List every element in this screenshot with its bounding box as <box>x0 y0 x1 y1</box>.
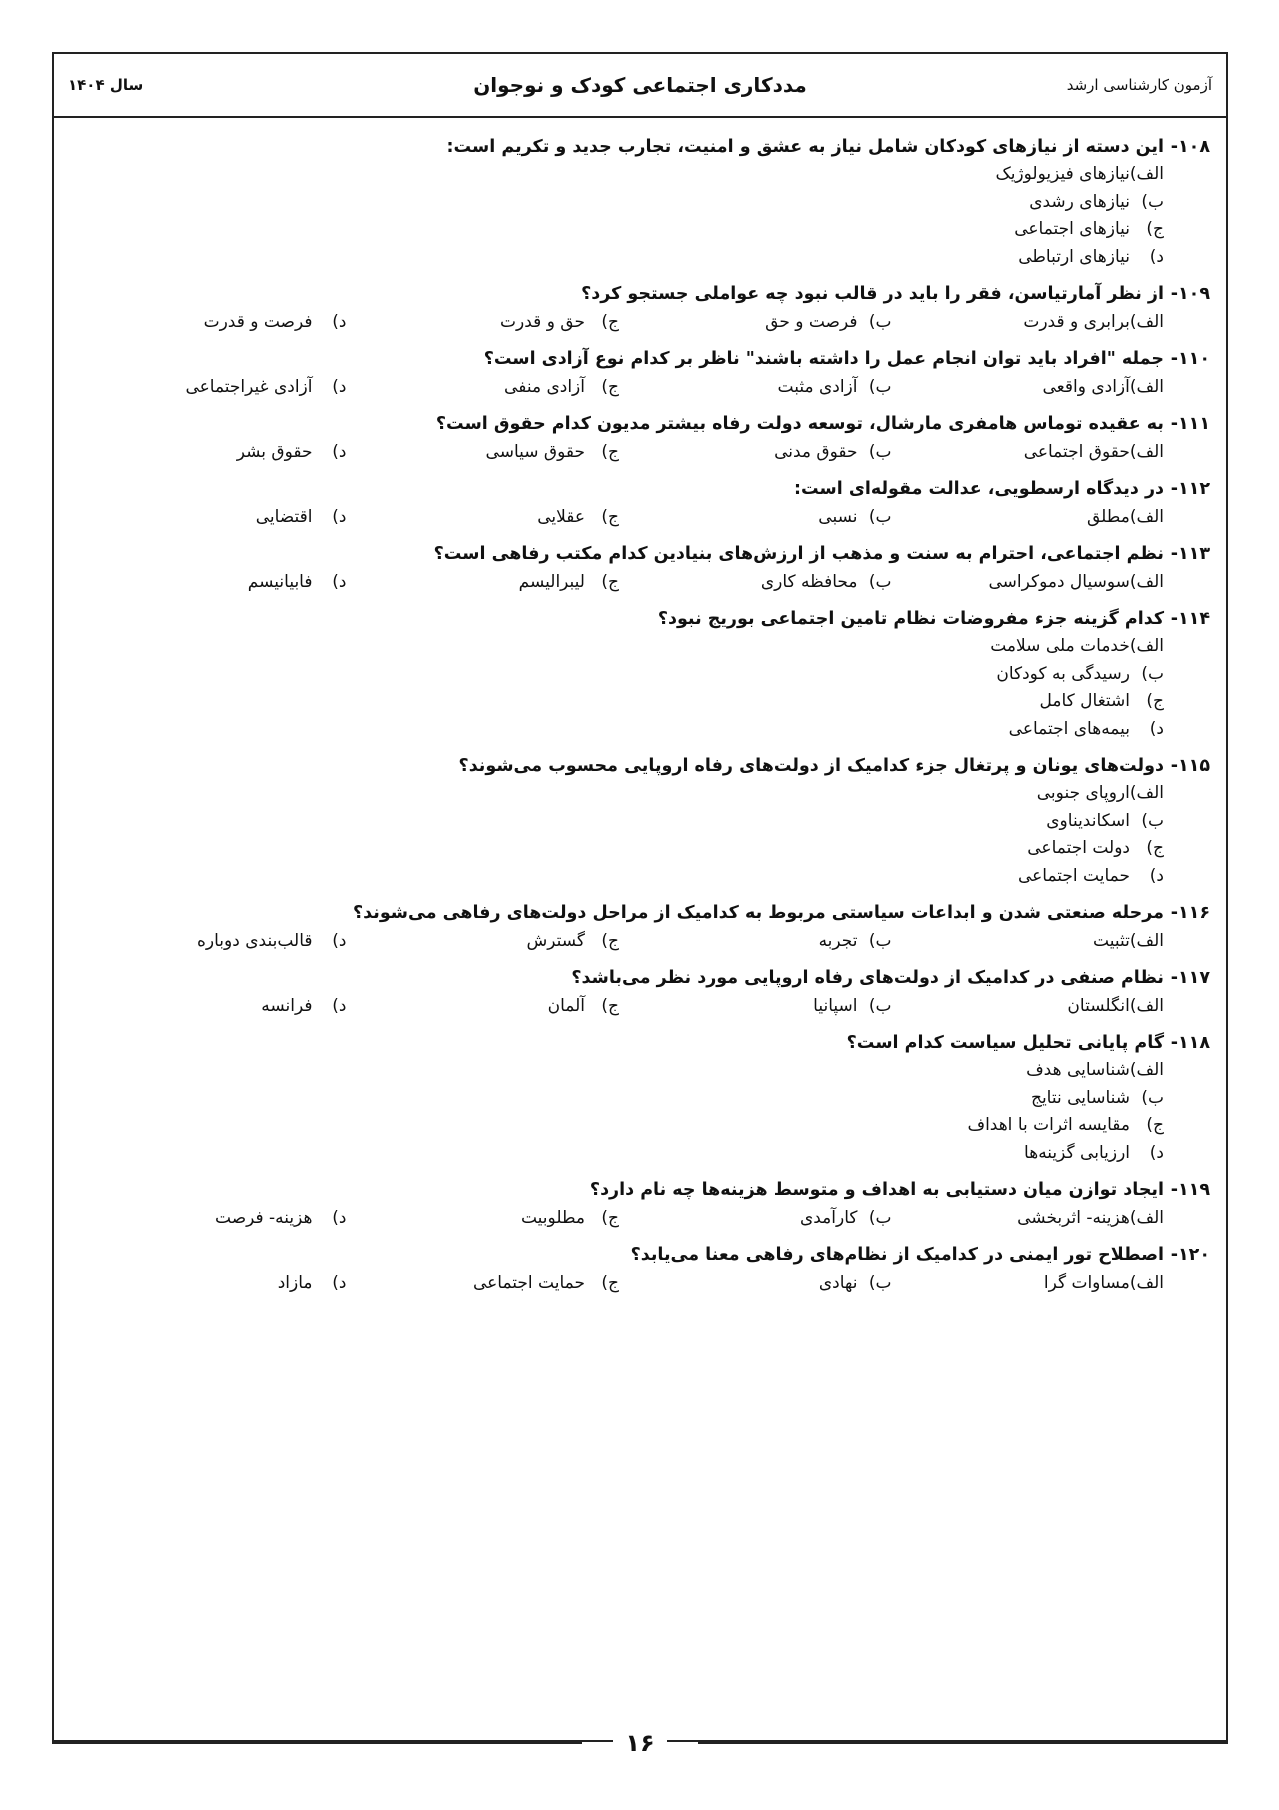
option-label: الف) <box>1129 1208 1164 1228</box>
answer-option <box>619 503 892 531</box>
question-stem <box>74 900 1210 927</box>
option-text: آلمان <box>547 996 585 1016</box>
option-label: ب) <box>1141 663 1164 684</box>
question-stem <box>74 1177 1210 1204</box>
option-text: کارآمدی <box>799 1208 858 1228</box>
option-label: ج) <box>1146 1115 1164 1135</box>
question-item <box>74 965 1210 1020</box>
option-text: اسکاندیناوی <box>1046 810 1130 831</box>
option-label: ج) <box>601 996 619 1016</box>
question-number: ۱۱۴- <box>1170 609 1210 629</box>
footer-rule-left <box>52 1742 582 1744</box>
answer-option <box>347 568 620 596</box>
answer-option <box>619 1204 892 1232</box>
answer-option <box>74 1057 1164 1085</box>
answer-option <box>74 808 1164 836</box>
option-text: مقایسه اثرات با اهداف <box>967 1115 1130 1135</box>
option-label: الف) <box>1129 507 1164 527</box>
option-text: آزادی واقعی <box>1042 377 1130 397</box>
answer-option <box>347 1269 620 1297</box>
question-stem <box>74 1242 1210 1269</box>
answer-options <box>74 633 1210 743</box>
answer-option <box>347 503 620 531</box>
answer-option <box>74 438 347 466</box>
option-label: د) <box>1149 718 1164 739</box>
option-text: اروپای جنوبی <box>1036 783 1130 803</box>
option-label: د) <box>332 1273 347 1293</box>
option-text: مطلق <box>1087 507 1130 527</box>
question-stem <box>74 965 1210 992</box>
option-text: شناسایی هدف <box>1026 1060 1130 1080</box>
question-text: جمله "افراد باید توان انجام عمل را داشته باشند" ناظر بر کدام نوع آزادی است؟ <box>483 349 1164 369</box>
question-text: دولت‌های یونان و پرتغال جزء کدامیک از دولت‌های رفاه اروپایی محسوب می‌شوند؟ <box>458 756 1164 776</box>
answer-option <box>74 1204 347 1232</box>
option-text: آزادی مثبت <box>777 377 858 397</box>
question-item <box>74 753 1210 890</box>
question-text: از نظر آمارتیاسن، فقر را باید در قالب نبود چه عواملی جستجو کرد؟ <box>581 284 1164 304</box>
answer-option <box>74 1269 347 1297</box>
answer-option <box>74 189 1164 217</box>
question-item <box>74 1177 1210 1232</box>
answer-option <box>892 373 1165 401</box>
option-text: تثبیت <box>1093 931 1130 951</box>
question-number: ۱۱۳- <box>1170 544 1210 564</box>
question-item <box>74 606 1210 743</box>
option-text: سوسیال دموکراسی <box>988 572 1130 592</box>
option-label: د) <box>332 1208 347 1228</box>
answer-option <box>619 308 892 336</box>
answer-options <box>74 373 1210 401</box>
option-text: اشتغال کامل <box>1039 691 1130 711</box>
answer-option <box>347 438 620 466</box>
option-text: فرصت و قدرت <box>203 312 313 332</box>
answer-option <box>619 1269 892 1297</box>
answer-options <box>74 1057 1210 1167</box>
question-stem <box>74 606 1210 633</box>
option-text: مساوات گرا <box>1043 1273 1130 1293</box>
option-text: رسیدگی به کودکان <box>996 663 1130 684</box>
question-number: ۱۱۱- <box>1170 414 1210 434</box>
answer-option <box>892 927 1165 955</box>
option-text: آزادی غیراجتماعی <box>185 377 313 397</box>
option-text: گسترش <box>526 931 585 951</box>
option-label: د) <box>332 377 347 397</box>
answer-options <box>74 568 1210 596</box>
answer-options <box>74 1204 1210 1232</box>
option-label: ج) <box>601 1208 619 1228</box>
option-label: ب) <box>868 996 892 1016</box>
option-label: د) <box>332 996 347 1016</box>
question-text: مرحله صنعتی شدن و ابداعات سیاستی مربوط به کدامیک از مراحل دولت‌های رفاهی می‌شوند؟ <box>353 903 1164 923</box>
answer-option <box>347 308 620 336</box>
answer-option <box>892 308 1165 336</box>
question-item <box>74 411 1210 466</box>
option-label: ب) <box>868 931 892 951</box>
answer-options <box>74 927 1210 955</box>
question-text: کدام گزینه جزء مفروضات نظام تامین اجتماعی بوریج نبود؟ <box>657 609 1164 629</box>
question-number: ۱۱۲- <box>1170 479 1210 499</box>
answer-option <box>74 992 347 1020</box>
option-label: د) <box>332 312 347 332</box>
option-label: الف) <box>1129 1273 1164 1293</box>
option-text: بیمه‌های اجتماعی <box>1008 718 1130 739</box>
option-label: الف) <box>1129 931 1164 951</box>
option-label: ب) <box>868 507 892 527</box>
question-number: ۱۱۸- <box>1170 1033 1210 1053</box>
answer-option <box>74 308 347 336</box>
question-stem <box>74 134 1210 161</box>
option-text: دولت اجتماعی <box>1027 838 1130 858</box>
answer-option <box>74 780 1164 808</box>
option-label: ج) <box>601 931 619 951</box>
option-text: اسپانیا <box>813 996 858 1016</box>
answer-options <box>74 1269 1210 1297</box>
option-label: ج) <box>601 507 619 527</box>
answer-option <box>74 1112 1164 1140</box>
answer-option <box>74 216 1164 244</box>
option-label: الف) <box>1129 312 1164 332</box>
option-text: مطلوبیت <box>520 1208 585 1228</box>
answer-option <box>619 927 892 955</box>
question-text: در دیدگاه ارسطویی، عدالت مقوله‌ای است: <box>794 479 1164 499</box>
answer-options <box>74 438 1210 466</box>
question-list <box>74 134 1210 1307</box>
option-label: ب) <box>1141 1087 1164 1108</box>
exam-year: سال ۱۴۰۴ <box>68 76 144 94</box>
answer-option <box>892 503 1165 531</box>
answer-option <box>892 1204 1165 1232</box>
option-text: عقلایی <box>537 507 585 527</box>
question-number: ۱۱۰- <box>1170 349 1210 369</box>
option-label: الف) <box>1129 783 1164 803</box>
answer-options <box>74 992 1210 1020</box>
page-title: مددکاری اجتماعی کودک و نوجوان <box>473 73 807 97</box>
question-number: ۱۰۹- <box>1170 284 1210 304</box>
option-label: د) <box>332 507 347 527</box>
option-label: الف) <box>1129 377 1164 397</box>
answer-option <box>619 438 892 466</box>
answer-option <box>74 161 1164 189</box>
option-label: ب) <box>868 312 892 332</box>
option-text: فرصت و حق <box>765 312 858 332</box>
option-label: ج) <box>601 572 619 592</box>
answer-option <box>74 688 1164 716</box>
question-number: ۱۲۰- <box>1170 1245 1210 1265</box>
question-stem <box>74 411 1210 438</box>
option-label: ج) <box>1146 691 1164 711</box>
option-label: ج) <box>601 1273 619 1293</box>
answer-option <box>619 992 892 1020</box>
option-text: محافظه کاری <box>760 572 858 592</box>
answer-options <box>74 161 1210 271</box>
answer-option <box>74 835 1164 863</box>
option-text: قالب‌بندی دوباره <box>197 931 313 951</box>
page-header <box>54 54 1226 118</box>
question-stem <box>74 476 1210 503</box>
question-text: به عقیده توماس هامفری مارشال، توسعه دولت رفاه بیشتر مدیون کدام حقوق است؟ <box>435 414 1164 434</box>
answer-option <box>619 568 892 596</box>
option-text: حقوق سیاسی <box>485 442 585 462</box>
question-stem <box>74 753 1210 780</box>
option-text: فرانسه <box>261 996 313 1016</box>
answer-option <box>74 568 347 596</box>
question-number: ۱۱۶- <box>1170 903 1210 923</box>
option-text: لیبرالیسم <box>518 572 585 592</box>
option-label: ب) <box>868 572 892 592</box>
option-label: ب) <box>868 377 892 397</box>
question-text: اصطلاح تور ایمنی در کدامیک از نظام‌های رفاهی معنا می‌یابد؟ <box>630 1245 1164 1265</box>
answer-option <box>74 1085 1164 1113</box>
question-item <box>74 281 1210 336</box>
option-label: ب) <box>868 1273 892 1293</box>
option-label: ج) <box>601 442 619 462</box>
option-text: حق و قدرت <box>500 312 585 332</box>
answer-option <box>619 373 892 401</box>
answer-options <box>74 308 1210 336</box>
option-text: مازاد <box>277 1273 313 1293</box>
option-text: شناسایی نتایج <box>1030 1087 1130 1108</box>
option-label: د) <box>332 572 347 592</box>
question-text: ایجاد توازن میان دستیابی به اهداف و متوسط هزینه‌ها چه نام دارد؟ <box>589 1180 1164 1200</box>
answer-option <box>74 373 347 401</box>
page-frame <box>52 52 1228 1742</box>
option-label: د) <box>1149 246 1164 267</box>
option-label: ج) <box>1146 219 1164 239</box>
answer-option <box>74 1140 1164 1168</box>
page-number: ۱۶ <box>613 1729 666 1757</box>
option-text: هزینه- فرصت <box>215 1208 313 1228</box>
option-label: الف) <box>1129 164 1164 184</box>
question-text: این دسته از نیازهای کودکان شامل نیاز به عشق و امنیت، تجارب جدید و تکریم است: <box>446 137 1164 157</box>
option-text: حقوق اجتماعی <box>1023 442 1130 462</box>
option-label: د) <box>332 442 347 462</box>
option-label: الف) <box>1129 572 1164 592</box>
option-label: ب) <box>868 442 892 462</box>
option-text: اقتضایی <box>255 507 313 527</box>
option-label: ب) <box>1141 810 1164 831</box>
footer-rule-right <box>698 1742 1228 1744</box>
answer-option <box>347 373 620 401</box>
question-item <box>74 134 1210 271</box>
question-stem <box>74 346 1210 373</box>
option-text: حقوق بشر <box>236 442 313 462</box>
option-text: نهادی <box>818 1273 858 1293</box>
answer-options <box>74 780 1210 890</box>
option-text: برابری و قدرت <box>1023 312 1130 332</box>
question-item <box>74 476 1210 531</box>
option-label: ج) <box>1146 838 1164 858</box>
option-label: الف) <box>1129 442 1164 462</box>
option-label: د) <box>1149 1142 1164 1163</box>
option-text: انگلستان <box>1067 996 1130 1016</box>
option-text: نیازهای اجتماعی <box>1014 219 1130 239</box>
answer-option <box>892 568 1165 596</box>
exam-name: آزمون کارشناسی ارشد <box>1066 76 1212 94</box>
answer-option <box>347 1204 620 1232</box>
question-item <box>74 1030 1210 1167</box>
option-text: فابیانیسم <box>247 572 313 592</box>
answer-option <box>74 716 1164 744</box>
question-stem <box>74 1030 1210 1057</box>
option-label: الف) <box>1129 636 1164 656</box>
question-text: گام پایانی تحلیل سیاست کدام است؟ <box>846 1033 1164 1053</box>
question-number: ۱۱۹- <box>1170 1180 1210 1200</box>
answer-options <box>74 503 1210 531</box>
option-text: تجربه <box>818 931 858 951</box>
option-text: نیازهای ارتباطی <box>1018 246 1130 267</box>
question-number: ۱۰۸- <box>1170 137 1210 157</box>
answer-option <box>74 661 1164 689</box>
option-text: ارزیابی گزینه‌ها <box>1024 1142 1130 1163</box>
question-item <box>74 346 1210 401</box>
option-label: ج) <box>601 377 619 397</box>
option-label: ب) <box>868 1208 892 1228</box>
option-text: هزینه- اثربخشی <box>1017 1208 1130 1228</box>
question-item <box>74 1242 1210 1297</box>
option-text: آزادی منفی <box>504 377 585 397</box>
option-label: ج) <box>601 312 619 332</box>
answer-option <box>892 992 1165 1020</box>
answer-option <box>892 438 1165 466</box>
page-footer <box>52 1728 1228 1758</box>
option-text: خدمات ملی سلامت <box>990 636 1130 656</box>
question-stem <box>74 281 1210 308</box>
option-text: حمایت اجتماعی <box>1017 865 1130 886</box>
question-item <box>74 541 1210 596</box>
answer-option <box>74 244 1164 272</box>
answer-option <box>347 927 620 955</box>
option-label: د) <box>332 931 347 951</box>
question-text: نظام صنفی در کدامیک از دولت‌های رفاه اروپایی مورد نظر می‌باشد؟ <box>571 968 1164 988</box>
answer-option <box>892 1269 1165 1297</box>
option-label: د) <box>1149 865 1164 886</box>
option-text: نیازهای رشدی <box>1029 191 1130 212</box>
option-label: ب) <box>1141 191 1164 212</box>
question-text: نظم اجتماعی، احترام به سنت و مذهب از ارزش‌های بنیادین کدام مکتب رفاهی است؟ <box>433 544 1164 564</box>
question-number: ۱۱۷- <box>1170 968 1210 988</box>
answer-option <box>74 633 1164 661</box>
answer-option <box>74 863 1164 891</box>
question-item <box>74 900 1210 955</box>
answer-option <box>74 503 347 531</box>
option-text: حمایت اجتماعی <box>472 1273 585 1293</box>
option-label: الف) <box>1129 996 1164 1016</box>
answer-option <box>74 927 347 955</box>
option-text: نسبی <box>818 507 858 527</box>
option-label: الف) <box>1129 1060 1164 1080</box>
answer-option <box>347 992 620 1020</box>
option-text: نیازهای فیزیولوژیک <box>995 164 1130 184</box>
question-stem <box>74 541 1210 568</box>
option-text: حقوق مدنی <box>774 442 858 462</box>
question-number: ۱۱۵- <box>1170 756 1210 776</box>
